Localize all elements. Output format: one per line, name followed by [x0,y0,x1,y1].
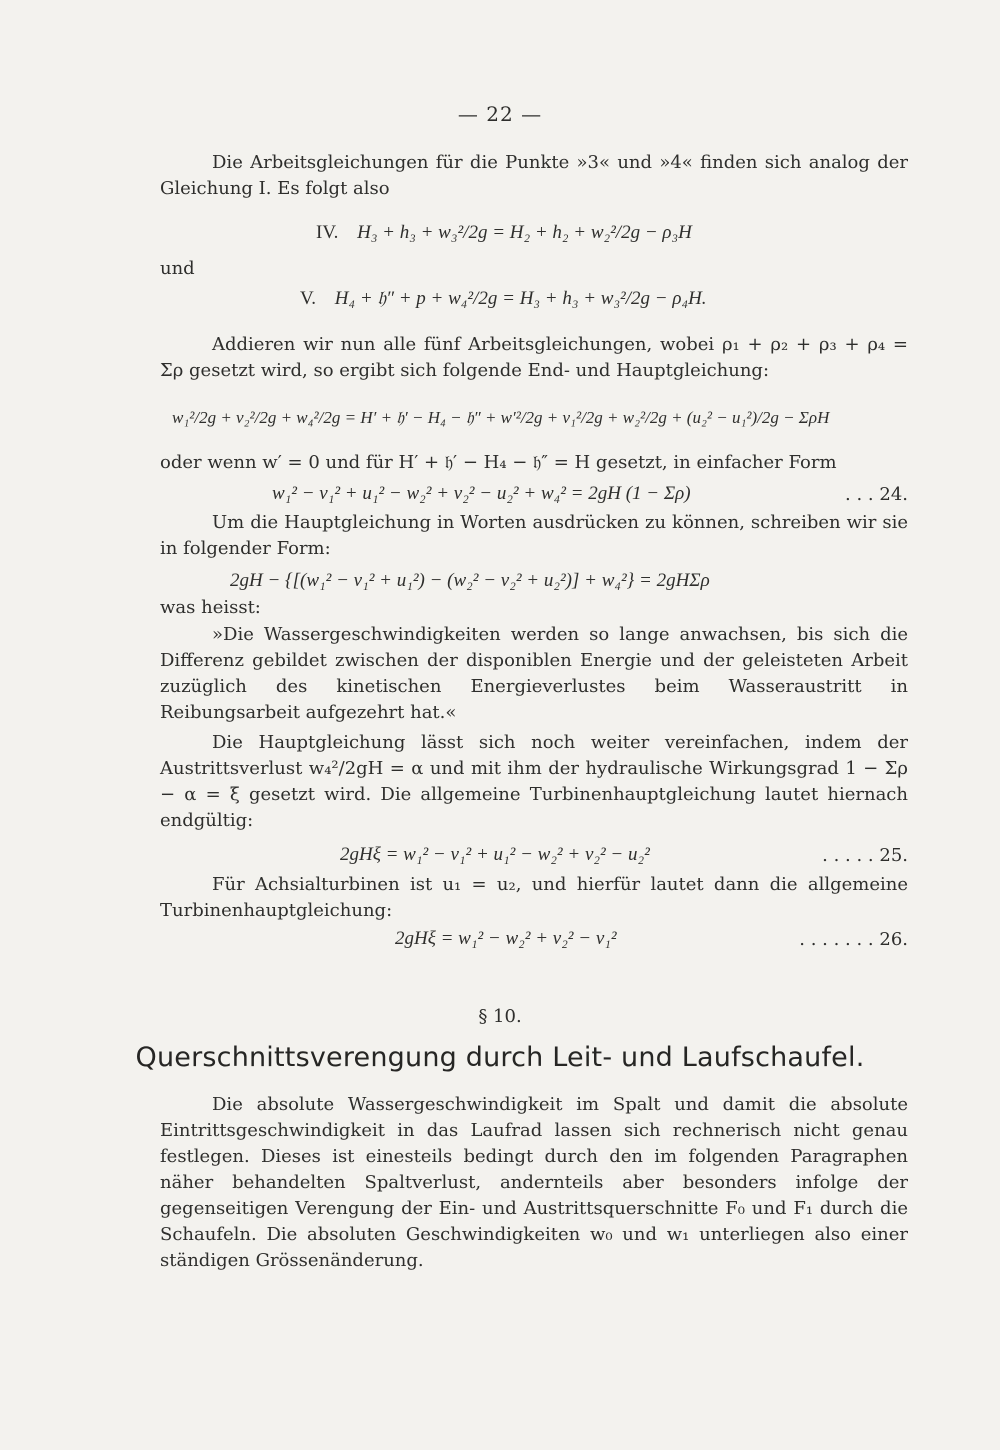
equation-label: V. [300,288,317,309]
equation-body: 2gHξ = w₁² − w₂² + v₂² − v₁² [395,928,617,949]
paragraph-text: Die absolute Wassergeschwindigkeit im Spalt und damit die absolute Eintrittsgeschwindigkeit in das Laufrad lassen sich rechnerisch nicht genau festlegen. Dieses ist einesteils bedingt durch den im folgenden Paragraphen näher behandelten Spaltverlust, andernteils aber besonders infolge der gegenseitigen Verengung der Ein- und Austrittsquerschnitte F₀ und F₁ durch die Schaufeln. Die absoluten Geschwindigkeiten w₀ und w₁ unterliegen also einer ständigen Grössenänderung. [160,1094,908,1271]
paragraph-text: was heisst: [160,597,261,618]
paragraph-intro [160,150,908,202]
equation-v [300,288,707,310]
section-mark: § 10. [478,1006,522,1027]
paragraph-text: Die Arbeitsgleichungen für die Punkte »3« und »4« finden sich analog der Gleichung I. Es folgt also [160,152,908,199]
equation-body: 2gH − {[(w₁² − v₁² + u₁²) − (w₂² − v₂² + u₂²)] + w₄²} = 2gHΣρ [230,570,710,591]
equation-25-number: . . . . . 25. [822,845,908,866]
equation-body: H₄ + 𝔥″ + p + w₄²/2g = H₃ + h₃ + w₃²/2g − ρ₄H. [334,288,707,309]
section-heading: Querschnittsverengung durch Leit- und Laufschaufel. [135,1042,865,1073]
equation-24-number: . . . 24. [845,484,908,505]
equation-label: IV. [316,222,339,243]
paragraph-words [160,510,908,562]
equation-body: H₃ + h₃ + w₃²/2g = H₂ + h₂ + w₂²/2g − ρ₃H [357,222,692,243]
paragraph-text: Die Hauptgleichung lässt sich noch weiter vereinfachen, indem der Austrittsverlust w₄²/2gH = α und mit ihm der hydraulische Wirkungsgrad 1 − Σρ − α = ξ gesetzt wird. Die allgemeine Turbinenhauptgleichung lautet hiernach endgültig: [160,732,908,831]
paragraph-axial [160,872,908,924]
paragraph-quote [160,622,908,726]
equation-main [172,408,829,428]
equation-words-form [230,570,710,592]
paragraph-text: »Die Wassergeschwindigkeiten werden so lange anwachsen, bis sich die Differenz gebildet zwischen der disponiblen Energie und der geleisteten Arbeit zuzüglich des kinetischen Energieverlustes beim Wasseraustritt in Reibungsarbeit aufgezehrt hat.« [160,624,908,723]
page-number: — 22 — [457,102,543,126]
conjunction-und: und [160,258,195,279]
equation-26-number: . . . . . . . 26. [799,929,908,950]
equation-25 [340,844,650,866]
paragraph-addition [160,332,908,384]
equation-26 [395,928,617,950]
paragraph-was-heisst [160,595,908,621]
paragraph-text: Für Achsialturbinen ist u₁ = u₂, und hierfür lautet dann die allgemeine Turbinenhauptgleichung: [160,874,908,921]
equation-iv [316,222,692,244]
paragraph-simplified [160,450,908,476]
paragraph-text: Addieren wir nun alle fünf Arbeitsgleichungen, wobei ρ₁ + ρ₂ + ρ₃ + ρ₄ = Σρ gesetzt wird, so ergibt sich folgende End- und Hauptgleichung: [160,334,908,381]
paragraph-efficiency [160,730,908,834]
paragraph-section-10 [160,1092,908,1274]
equation-body: w₁²/2g + v₂²/2g + w₄²/2g = H′ + 𝔥′ − H₄ − 𝔥″ + w′²/2g + v₁²/2g + w₂²/2g + (u₂² − u₁²)/2g − ΣρH [172,408,830,427]
paragraph-text: Um die Hauptgleichung in Worten ausdrücken zu können, schreiben wir sie in folgender Form: [160,512,908,559]
paragraph-text: oder wenn w′ = 0 und für H′ + 𝔥′ − H₄ − 𝔥″ = H gesetzt, in einfacher Form [160,452,837,473]
equation-body: w₁² − v₁² + u₁² − w₂² + v₂² − u₂² + w₄² = 2gH (1 − Σρ) [272,483,691,504]
equation-body: 2gHξ = w₁² − v₁² + u₁² − w₂² + v₂² − u₂² [340,844,650,865]
equation-24 [272,483,691,505]
